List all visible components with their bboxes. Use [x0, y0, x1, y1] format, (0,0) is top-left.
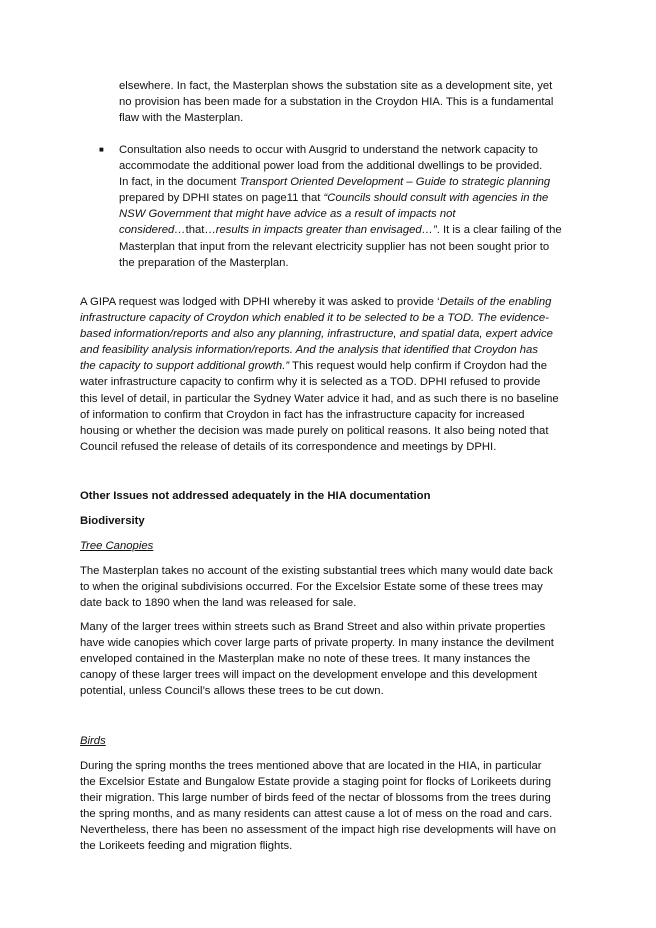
text-line: no provision has been made for a substation in the Croydon HIA. This is a fundamental [119, 96, 554, 109]
section-heading-biodiversity: Biodiversity [80, 515, 145, 527]
quote-italic: based information/reports and also any planning, infrastructure, and spatial data, expert advice [80, 328, 553, 341]
text-line [80, 358, 580, 374]
text-line: elsewhere. In fact, the Masterplan shows the substation site as a development site, yet [119, 80, 553, 92]
section-heading: Other Issues not addressed adequately in the HIA documentation [80, 490, 431, 502]
text-line: flaw with the Masterplan. [119, 112, 244, 125]
subheading-tree-canopies: Tree Canopies [80, 540, 154, 552]
text-line [119, 190, 581, 206]
text-line [80, 342, 580, 358]
quote-italic: NSW Government that might have advice as a result of impacts not [119, 208, 456, 221]
text-line: have wide canopies which cover large parts of private property. In many instance the devilment [80, 637, 554, 650]
text-line [80, 326, 580, 342]
text-line: Consultation also needs to occur with Ausgrid to understand the network capacity to [119, 144, 538, 156]
text-line: accommodate the additional power load from the additional dwellings to be provided. [119, 160, 543, 173]
text-line: enveloped contained in the Masterplan make no note of these trees. It many instances the [80, 653, 531, 666]
quote-italic: and feasibility analysis information/reports. And the analysis that identified that Croydon has [80, 344, 538, 357]
text-line [80, 310, 580, 326]
text-line: the spring months, and as many residents can attest cause a lot of mess on the road and cars. [80, 808, 553, 821]
text-line: the preparation of the Masterplan. [119, 256, 289, 269]
text-line: this level of detail, in particular the Sydney Water advice it had, and as such there is no baseline [80, 392, 559, 405]
text-line: the Excelsior Estate and Bungalow Estate provide a staging point for flocks of Lorikeets during [80, 776, 551, 789]
paragraph-birds [80, 758, 580, 855]
text-line: canopy of these larger trees will impact on the development envelope and this development [80, 669, 538, 682]
paragraph-gipa [80, 294, 580, 455]
text-line: date back to 1890 when the land was released for sale. [80, 597, 357, 610]
text-line: water infrastructure capacity to confirm why it is selected as a TOD. DPHI refused to provide [80, 376, 541, 389]
text-line: The Masterplan takes no account of the existing substantial trees which many would date back [80, 565, 553, 577]
text-run: In fact, in the document [119, 176, 240, 189]
subheading-birds: Birds [80, 735, 106, 747]
text-line: During the spring months the trees mentioned above that are located in the HIA, in particular [80, 760, 542, 772]
text-line: the Lorikeets feeding and migration flights. [80, 840, 293, 853]
text-line [119, 206, 581, 222]
text-run: A GIPA request was lodged with DPHI whereby it was asked to provide ‘ [80, 296, 440, 308]
text-line [119, 174, 581, 190]
bullet-marker: ■ [99, 145, 104, 154]
document-title-italic: Transport Oriented Development – Guide to strategic planning [239, 176, 551, 189]
text-line: their migration. This large number of birds feed of the nectar of blossoms from the trees during [80, 792, 551, 805]
paragraph-substation [119, 78, 581, 126]
paragraph-trees-2 [80, 619, 580, 699]
quote-italic: the capacity to support additional growth.” [80, 360, 290, 373]
text-run: This request would help confirm if Croydon had the [289, 360, 548, 373]
text-line: Council refused the release of details of its correspondence and meetings by DPHI. [80, 440, 497, 453]
text-line: Masterplan that input from the relevant electricity supplier has not been sought prior to [119, 240, 550, 253]
text-line: of information to confirm that Croydon in fact has the infrastructure capacity for increased [80, 408, 525, 421]
text-line: Many of the larger trees within streets such as Brand Street and also within private properties [80, 621, 546, 633]
text-line [119, 222, 581, 238]
text-line [80, 294, 580, 310]
paragraph-trees-1 [80, 563, 580, 611]
bullet-item-ausgrid [119, 142, 581, 271]
text-line: housing or whether the decision was made purely on political reasons. It also being noted that [80, 424, 549, 437]
text-line: potential, unless Council’s allows these trees to be cut down. [80, 685, 384, 698]
text-run: prepared by DPHI states on page11 that [119, 192, 324, 205]
text-run: . It is a clear failing of the [436, 224, 562, 237]
quote-italic: “Councils should consult with agencies in the [323, 192, 549, 205]
quote-italic: considered… [119, 224, 186, 237]
text-line: to when the original subdivisions occurred. For the Excelsior Estate some of these trees may [80, 581, 543, 594]
text-line: Nevertheless, there has been no assessment of the impact high rise developments will have on [80, 824, 556, 837]
quote-italic: infrastructure capacity of Croydon which enabled it to be selected to be a TOD. The evidence- [80, 312, 549, 325]
quote-italic: results in impacts greater than envisaged…” [215, 224, 437, 237]
quote-italic: Details of the enabling [439, 296, 552, 308]
text-run: that… [185, 224, 216, 237]
